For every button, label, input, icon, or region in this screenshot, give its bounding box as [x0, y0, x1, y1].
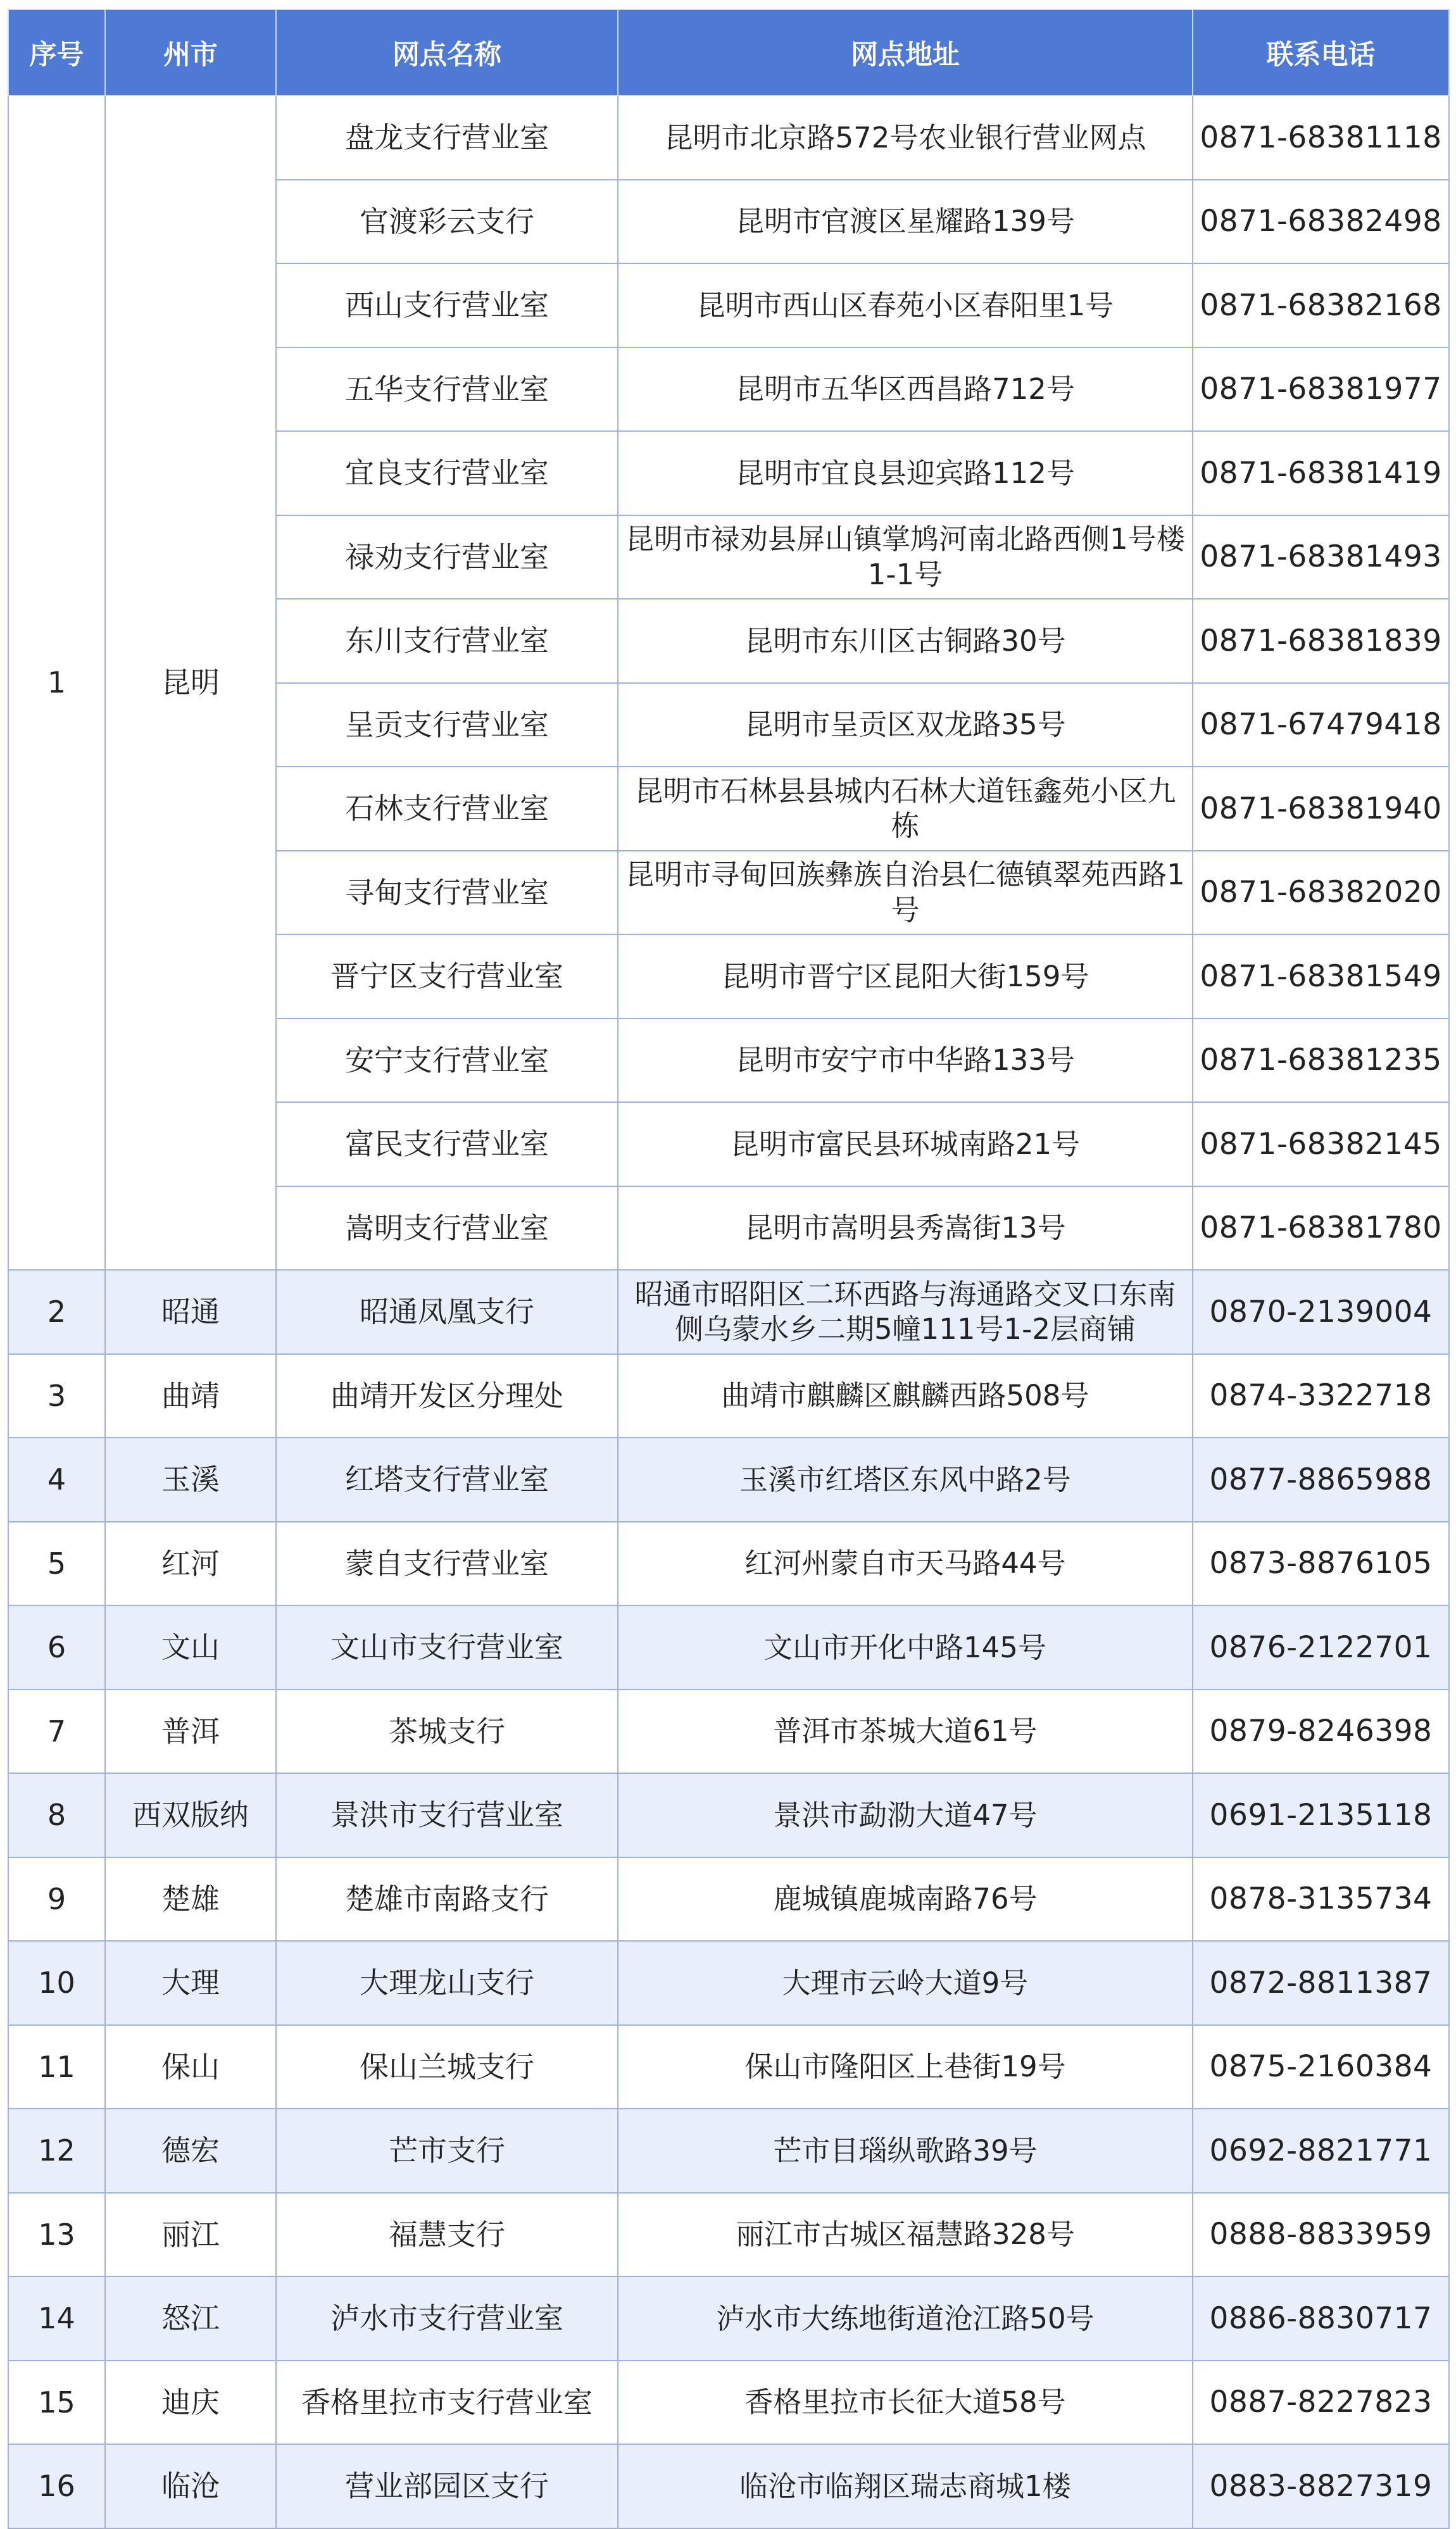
outlet-name-cell: 福慧支行 — [276, 2193, 618, 2277]
outlet-name-cell: 宜良支行营业室 — [276, 431, 618, 515]
outlet-name-cell: 昭通凤凰支行 — [276, 1270, 618, 1354]
outlet-address-cell: 景洪市勐泐大道47号 — [618, 1773, 1193, 1857]
outlet-address-cell: 昆明市北京路572号农业银行营业网点 — [618, 96, 1193, 180]
outlet-phone-cell: 0874-3322718 — [1193, 1354, 1449, 1438]
row-serial-cell: 10 — [8, 1941, 105, 2025]
outlet-phone-cell: 0871-68382498 — [1193, 180, 1449, 264]
outlet-name-cell: 安宁支行营业室 — [276, 1019, 618, 1103]
outlet-address-cell: 文山市开化中路145号 — [618, 1605, 1193, 1690]
outlet-address-cell: 昆明市呈贡区双龙路35号 — [618, 683, 1193, 767]
outlet-name-cell: 文山市支行营业室 — [276, 1605, 618, 1690]
row-serial-cell: 1 — [8, 96, 105, 1270]
table-row — [8, 2193, 1449, 2277]
column-header-phone: 联系电话 — [1193, 9, 1449, 96]
outlet-address-cell: 鹿城镇鹿城南路76号 — [618, 1857, 1193, 1942]
table-row — [8, 1690, 1449, 1774]
outlet-phone-cell: 0871-68381839 — [1193, 599, 1449, 683]
outlet-name-cell: 景洪市支行营业室 — [276, 1773, 618, 1857]
row-city-cell: 怒江 — [105, 2276, 276, 2361]
column-header-serial: 序号 — [8, 9, 105, 96]
table-row — [8, 2025, 1449, 2109]
outlet-address-cell: 昆明市东川区古铜路30号 — [618, 599, 1193, 683]
row-serial-cell: 9 — [8, 1857, 105, 1942]
outlet-phone-cell: 0871-68381419 — [1193, 431, 1449, 515]
table-row — [8, 1773, 1449, 1857]
table-body — [8, 96, 1449, 2528]
outlet-name-cell: 盘龙支行营业室 — [276, 96, 618, 180]
outlet-name-cell: 泸水市支行营业室 — [276, 2276, 618, 2361]
outlet-phone-cell: 0871-68382168 — [1193, 263, 1449, 348]
outlet-name-cell: 蒙自支行营业室 — [276, 1522, 618, 1606]
outlet-phone-cell: 0877-8865988 — [1193, 1438, 1449, 1522]
table-row — [8, 1941, 1449, 2025]
outlet-address-cell: 昭通市昭阳区二环西路与海通路交叉口东南侧乌蒙水乡二期5幢111号1-2层商铺 — [618, 1270, 1193, 1354]
row-serial-cell: 11 — [8, 2025, 105, 2109]
outlet-phone-cell: 0871-68381235 — [1193, 1019, 1449, 1103]
outlet-address-cell: 昆明市官渡区星耀路139号 — [618, 180, 1193, 264]
outlet-address-cell: 昆明市富民县环城南路21号 — [618, 1102, 1193, 1186]
row-serial-cell: 8 — [8, 1773, 105, 1857]
table-row — [8, 2109, 1449, 2193]
outlet-phone-cell: 0871-68381493 — [1193, 515, 1449, 599]
outlet-phone-cell: 0871-68382145 — [1193, 1102, 1449, 1186]
row-city-cell: 昭通 — [105, 1270, 276, 1354]
outlet-phone-cell: 0872-8811387 — [1193, 1941, 1449, 2025]
outlet-phone-cell: 0871-68381780 — [1193, 1186, 1449, 1271]
outlet-name-cell: 香格里拉市支行营业室 — [276, 2361, 618, 2445]
outlet-phone-cell: 0875-2160384 — [1193, 2025, 1449, 2109]
row-city-cell: 红河 — [105, 1522, 276, 1606]
row-serial-cell: 3 — [8, 1354, 105, 1438]
outlet-address-cell: 保山市隆阳区上巷街19号 — [618, 2025, 1193, 2109]
outlet-address-cell: 芒市目瑙纵歌路39号 — [618, 2109, 1193, 2193]
outlet-phone-cell: 0878-3135734 — [1193, 1857, 1449, 1942]
outlet-phone-cell: 0871-68381940 — [1193, 767, 1449, 851]
outlet-address-cell: 大理市云岭大道9号 — [618, 1941, 1193, 2025]
outlet-phone-cell: 0692-8821771 — [1193, 2109, 1449, 2193]
row-city-cell: 楚雄 — [105, 1857, 276, 1942]
outlet-address-cell: 昆明市寻甸回族彝族自治县仁德镇翠苑西路1号 — [618, 851, 1193, 935]
outlet-phone-cell: 0886-8830717 — [1193, 2276, 1449, 2361]
table-row — [8, 2444, 1449, 2528]
row-serial-cell: 4 — [8, 1438, 105, 1522]
outlet-address-cell: 昆明市宜良县迎宾路112号 — [618, 431, 1193, 515]
outlet-address-cell: 昆明市五华区西昌路712号 — [618, 348, 1193, 432]
outlet-name-cell: 保山兰城支行 — [276, 2025, 618, 2109]
outlet-address-cell: 香格里拉市长征大道58号 — [618, 2361, 1193, 2445]
row-serial-cell: 13 — [8, 2193, 105, 2277]
outlet-address-cell: 昆明市安宁市中华路133号 — [618, 1019, 1193, 1103]
outlet-phone-cell: 0879-8246398 — [1193, 1690, 1449, 1774]
row-city-cell: 迪庆 — [105, 2361, 276, 2445]
row-city-cell: 临沧 — [105, 2444, 276, 2528]
outlet-name-cell: 曲靖开发区分理处 — [276, 1354, 618, 1438]
table-row — [8, 2276, 1449, 2361]
row-city-cell: 曲靖 — [105, 1354, 276, 1438]
row-city-cell: 大理 — [105, 1941, 276, 2025]
table-row — [8, 1522, 1449, 1606]
outlet-phone-cell: 0870-2139004 — [1193, 1270, 1449, 1354]
table-header-row — [8, 9, 1449, 96]
outlet-table-container — [8, 9, 1448, 2529]
row-city-cell: 西双版纳 — [105, 1773, 276, 1857]
row-city-cell: 丽江 — [105, 2193, 276, 2277]
row-city-cell: 保山 — [105, 2025, 276, 2109]
outlet-name-cell: 茶城支行 — [276, 1690, 618, 1774]
outlet-phone-cell: 0883-8827319 — [1193, 2444, 1449, 2528]
outlet-address-cell: 昆明市晋宁区昆阳大街159号 — [618, 934, 1193, 1019]
outlet-address-cell: 昆明市禄劝县屏山镇掌鸠河南北路西侧1号楼1-1号 — [618, 515, 1193, 599]
outlet-name-cell: 五华支行营业室 — [276, 348, 618, 432]
row-serial-cell: 6 — [8, 1605, 105, 1690]
outlet-name-cell: 东川支行营业室 — [276, 599, 618, 683]
table-row — [8, 1438, 1449, 1522]
outlet-table — [8, 9, 1450, 2529]
row-city-cell: 德宏 — [105, 2109, 276, 2193]
outlet-address-cell: 昆明市石林县县城内石林大道钰鑫苑小区九栋 — [618, 767, 1193, 851]
outlet-address-cell: 昆明市嵩明县秀嵩街13号 — [618, 1186, 1193, 1271]
outlet-phone-cell: 0887-8227823 — [1193, 2361, 1449, 2445]
outlet-address-cell: 玉溪市红塔区东风中路2号 — [618, 1438, 1193, 1522]
outlet-address-cell: 昆明市西山区春苑小区春阳里1号 — [618, 263, 1193, 348]
row-city-cell: 昆明 — [105, 96, 276, 1270]
table-row — [8, 1354, 1449, 1438]
table-row — [8, 96, 1449, 180]
column-header-city: 州市 — [105, 9, 276, 96]
outlet-name-cell: 营业部园区支行 — [276, 2444, 618, 2528]
outlet-phone-cell: 0873-8876105 — [1193, 1522, 1449, 1606]
row-serial-cell: 15 — [8, 2361, 105, 2445]
outlet-name-cell: 寻甸支行营业室 — [276, 851, 618, 935]
outlet-phone-cell: 0888-8833959 — [1193, 2193, 1449, 2277]
outlet-phone-cell: 0876-2122701 — [1193, 1605, 1449, 1690]
outlet-phone-cell: 0691-2135118 — [1193, 1773, 1449, 1857]
table-row — [8, 2361, 1449, 2445]
outlet-address-cell: 曲靖市麒麟区麒麟西路508号 — [618, 1354, 1193, 1438]
row-serial-cell: 7 — [8, 1690, 105, 1774]
outlet-name-cell: 呈贡支行营业室 — [276, 683, 618, 767]
outlet-name-cell: 嵩明支行营业室 — [276, 1186, 618, 1271]
outlet-address-cell: 丽江市古城区福慧路328号 — [618, 2193, 1193, 2277]
outlet-name-cell: 石林支行营业室 — [276, 767, 618, 851]
row-serial-cell: 2 — [8, 1270, 105, 1354]
outlet-name-cell: 红塔支行营业室 — [276, 1438, 618, 1522]
column-header-outlet-name: 网点名称 — [276, 9, 618, 96]
outlet-phone-cell: 0871-68381118 — [1193, 96, 1449, 180]
outlet-phone-cell: 0871-68381977 — [1193, 348, 1449, 432]
outlet-name-cell: 富民支行营业室 — [276, 1102, 618, 1186]
table-row — [8, 1857, 1449, 1942]
outlet-address-cell: 临沧市临翔区瑞志商城1楼 — [618, 2444, 1193, 2528]
outlet-phone-cell: 0871-67479418 — [1193, 683, 1449, 767]
table-row — [8, 1605, 1449, 1690]
outlet-name-cell: 晋宁区支行营业室 — [276, 934, 618, 1019]
row-city-cell: 玉溪 — [105, 1438, 276, 1522]
column-header-outlet-address: 网点地址 — [618, 9, 1193, 96]
outlet-address-cell: 普洱市茶城大道61号 — [618, 1690, 1193, 1774]
outlet-address-cell: 红河州蒙自市天马路44号 — [618, 1522, 1193, 1606]
row-serial-cell: 16 — [8, 2444, 105, 2528]
outlet-phone-cell: 0871-68382020 — [1193, 851, 1449, 935]
row-serial-cell: 12 — [8, 2109, 105, 2193]
outlet-name-cell: 大理龙山支行 — [276, 1941, 618, 2025]
row-city-cell: 普洱 — [105, 1690, 276, 1774]
row-serial-cell: 5 — [8, 1522, 105, 1606]
table-row — [8, 1270, 1449, 1354]
outlet-name-cell: 禄劝支行营业室 — [276, 515, 618, 599]
outlet-name-cell: 西山支行营业室 — [276, 263, 618, 348]
row-serial-cell: 14 — [8, 2276, 105, 2361]
outlet-name-cell: 楚雄市南路支行 — [276, 1857, 618, 1942]
outlet-name-cell: 官渡彩云支行 — [276, 180, 618, 264]
outlet-phone-cell: 0871-68381549 — [1193, 934, 1449, 1019]
row-city-cell: 文山 — [105, 1605, 276, 1690]
outlet-address-cell: 泸水市大练地街道沧江路50号 — [618, 2276, 1193, 2361]
outlet-name-cell: 芒市支行 — [276, 2109, 618, 2193]
